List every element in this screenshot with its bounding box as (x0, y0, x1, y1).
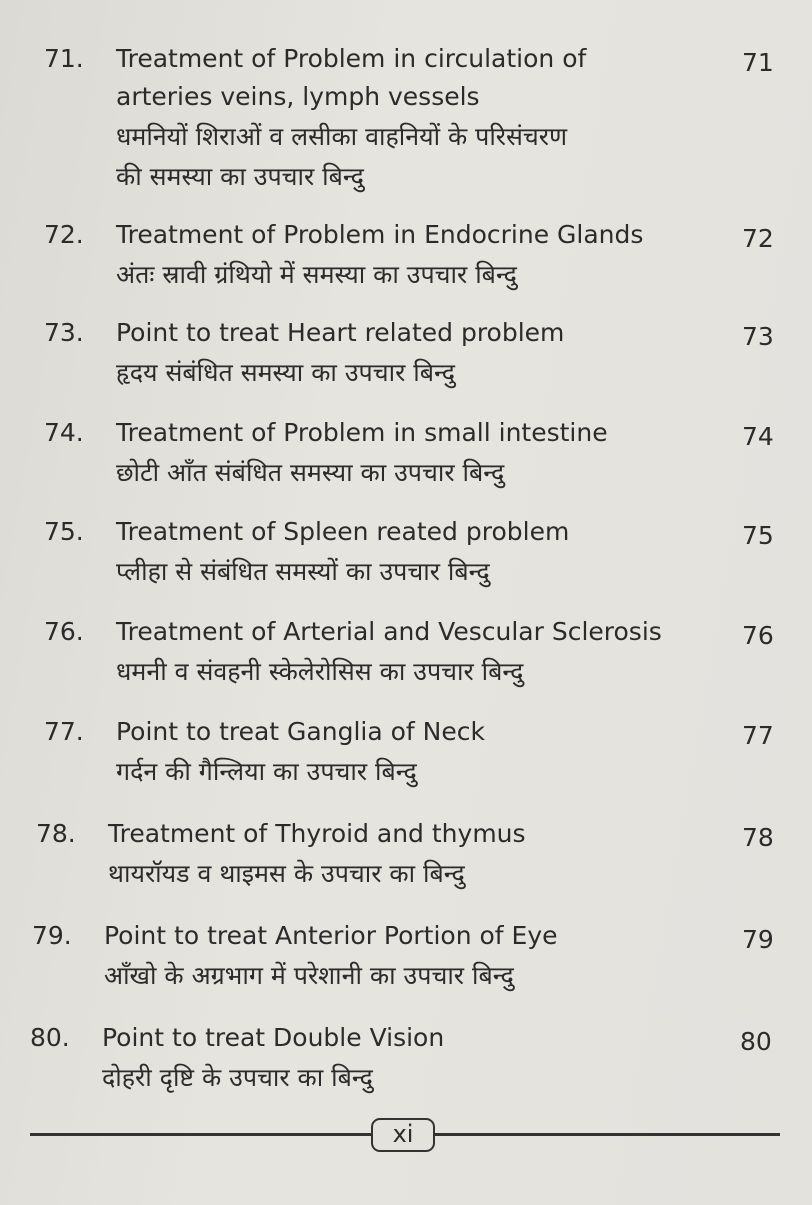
entry-title: Point to treat Heart related problem (116, 318, 565, 347)
footer-rule-left (30, 1133, 372, 1136)
entry-title: Point to treat Double Vision (102, 1023, 445, 1052)
entry-number: 73. (44, 318, 84, 347)
entry-hindi-line-2: की समस्या का उपचार बिन्दु (116, 162, 364, 191)
entry-page-number: 71 (742, 48, 774, 77)
entry-hindi-line-1: धमनियों शिराओं व लसीका वाहनियों के परिसंचरण (116, 122, 568, 151)
entry-number: 76. (44, 617, 84, 646)
entry-number: 71. (44, 44, 84, 73)
entry-number: 77. (44, 717, 84, 746)
entry-title-line-2: arteries veins, lymph vessels (116, 82, 480, 111)
entry-number: 72. (44, 220, 84, 249)
entry-page-number: 73 (742, 322, 774, 351)
entry-page-number: 79 (742, 925, 774, 954)
entry-hindi: अंतः स्रावी ग्रंथियो में समस्या का उपचार बिन्दु (116, 260, 517, 289)
entry-hindi: आँखो के अग्रभाग में परेशानी का उपचार बिन्दु (104, 961, 514, 990)
entry-page-number: 75 (742, 521, 774, 550)
entry-hindi: छोटी आँत संबंधित समस्या का उपचार बिन्दु (116, 458, 505, 487)
entry-hindi: गर्दन की गैन्लिया का उपचार बिन्दु (116, 757, 417, 786)
entry-number: 79. (32, 921, 72, 950)
entry-title: Treatment of Problem in small intestine (116, 418, 608, 447)
footer-rule-right (434, 1133, 780, 1136)
entry-page-number: 76 (742, 621, 774, 650)
entry-title: Treatment of Spleen reated problem (116, 517, 570, 546)
entry-hindi: थायरॉयड व थाइमस के उपचार का बिन्दु (108, 859, 465, 888)
entry-title-line-1: Treatment of Problem in circulation of (116, 44, 587, 73)
entry-number: 78. (36, 819, 76, 848)
entry-page-number: 77 (742, 721, 774, 750)
entry-page-number: 74 (742, 422, 774, 451)
entry-title: Treatment of Thyroid and thymus (108, 819, 526, 848)
entry-title: Treatment of Arterial and Vescular Sclerosis (116, 617, 662, 646)
entry-hindi: प्लीहा से संबंधित समस्यों का उपचार बिन्दु (116, 557, 490, 586)
footer-page-label: xi (371, 1118, 435, 1152)
entry-hindi: हृदय संबंधित समस्या का उपचार बिन्दु (116, 358, 455, 387)
entry-hindi: धमनी व संवहनी स्केलेरोसिस का उपचार बिन्दु (116, 657, 524, 686)
entry-page-number: 80 (740, 1027, 772, 1056)
entry-title: Treatment of Problem in Endocrine Glands (116, 220, 644, 249)
entry-hindi: दोहरी दृष्टि के उपचार का बिन्दु (102, 1063, 373, 1092)
entry-number: 80. (30, 1023, 70, 1052)
entry-title: Point to treat Ganglia of Neck (116, 717, 485, 746)
entry-page-number: 72 (742, 224, 774, 253)
entry-number: 75. (44, 517, 84, 546)
entry-title: Point to treat Anterior Portion of Eye (104, 921, 558, 950)
entry-page-number: 78 (742, 823, 774, 852)
entry-number: 74. (44, 418, 84, 447)
